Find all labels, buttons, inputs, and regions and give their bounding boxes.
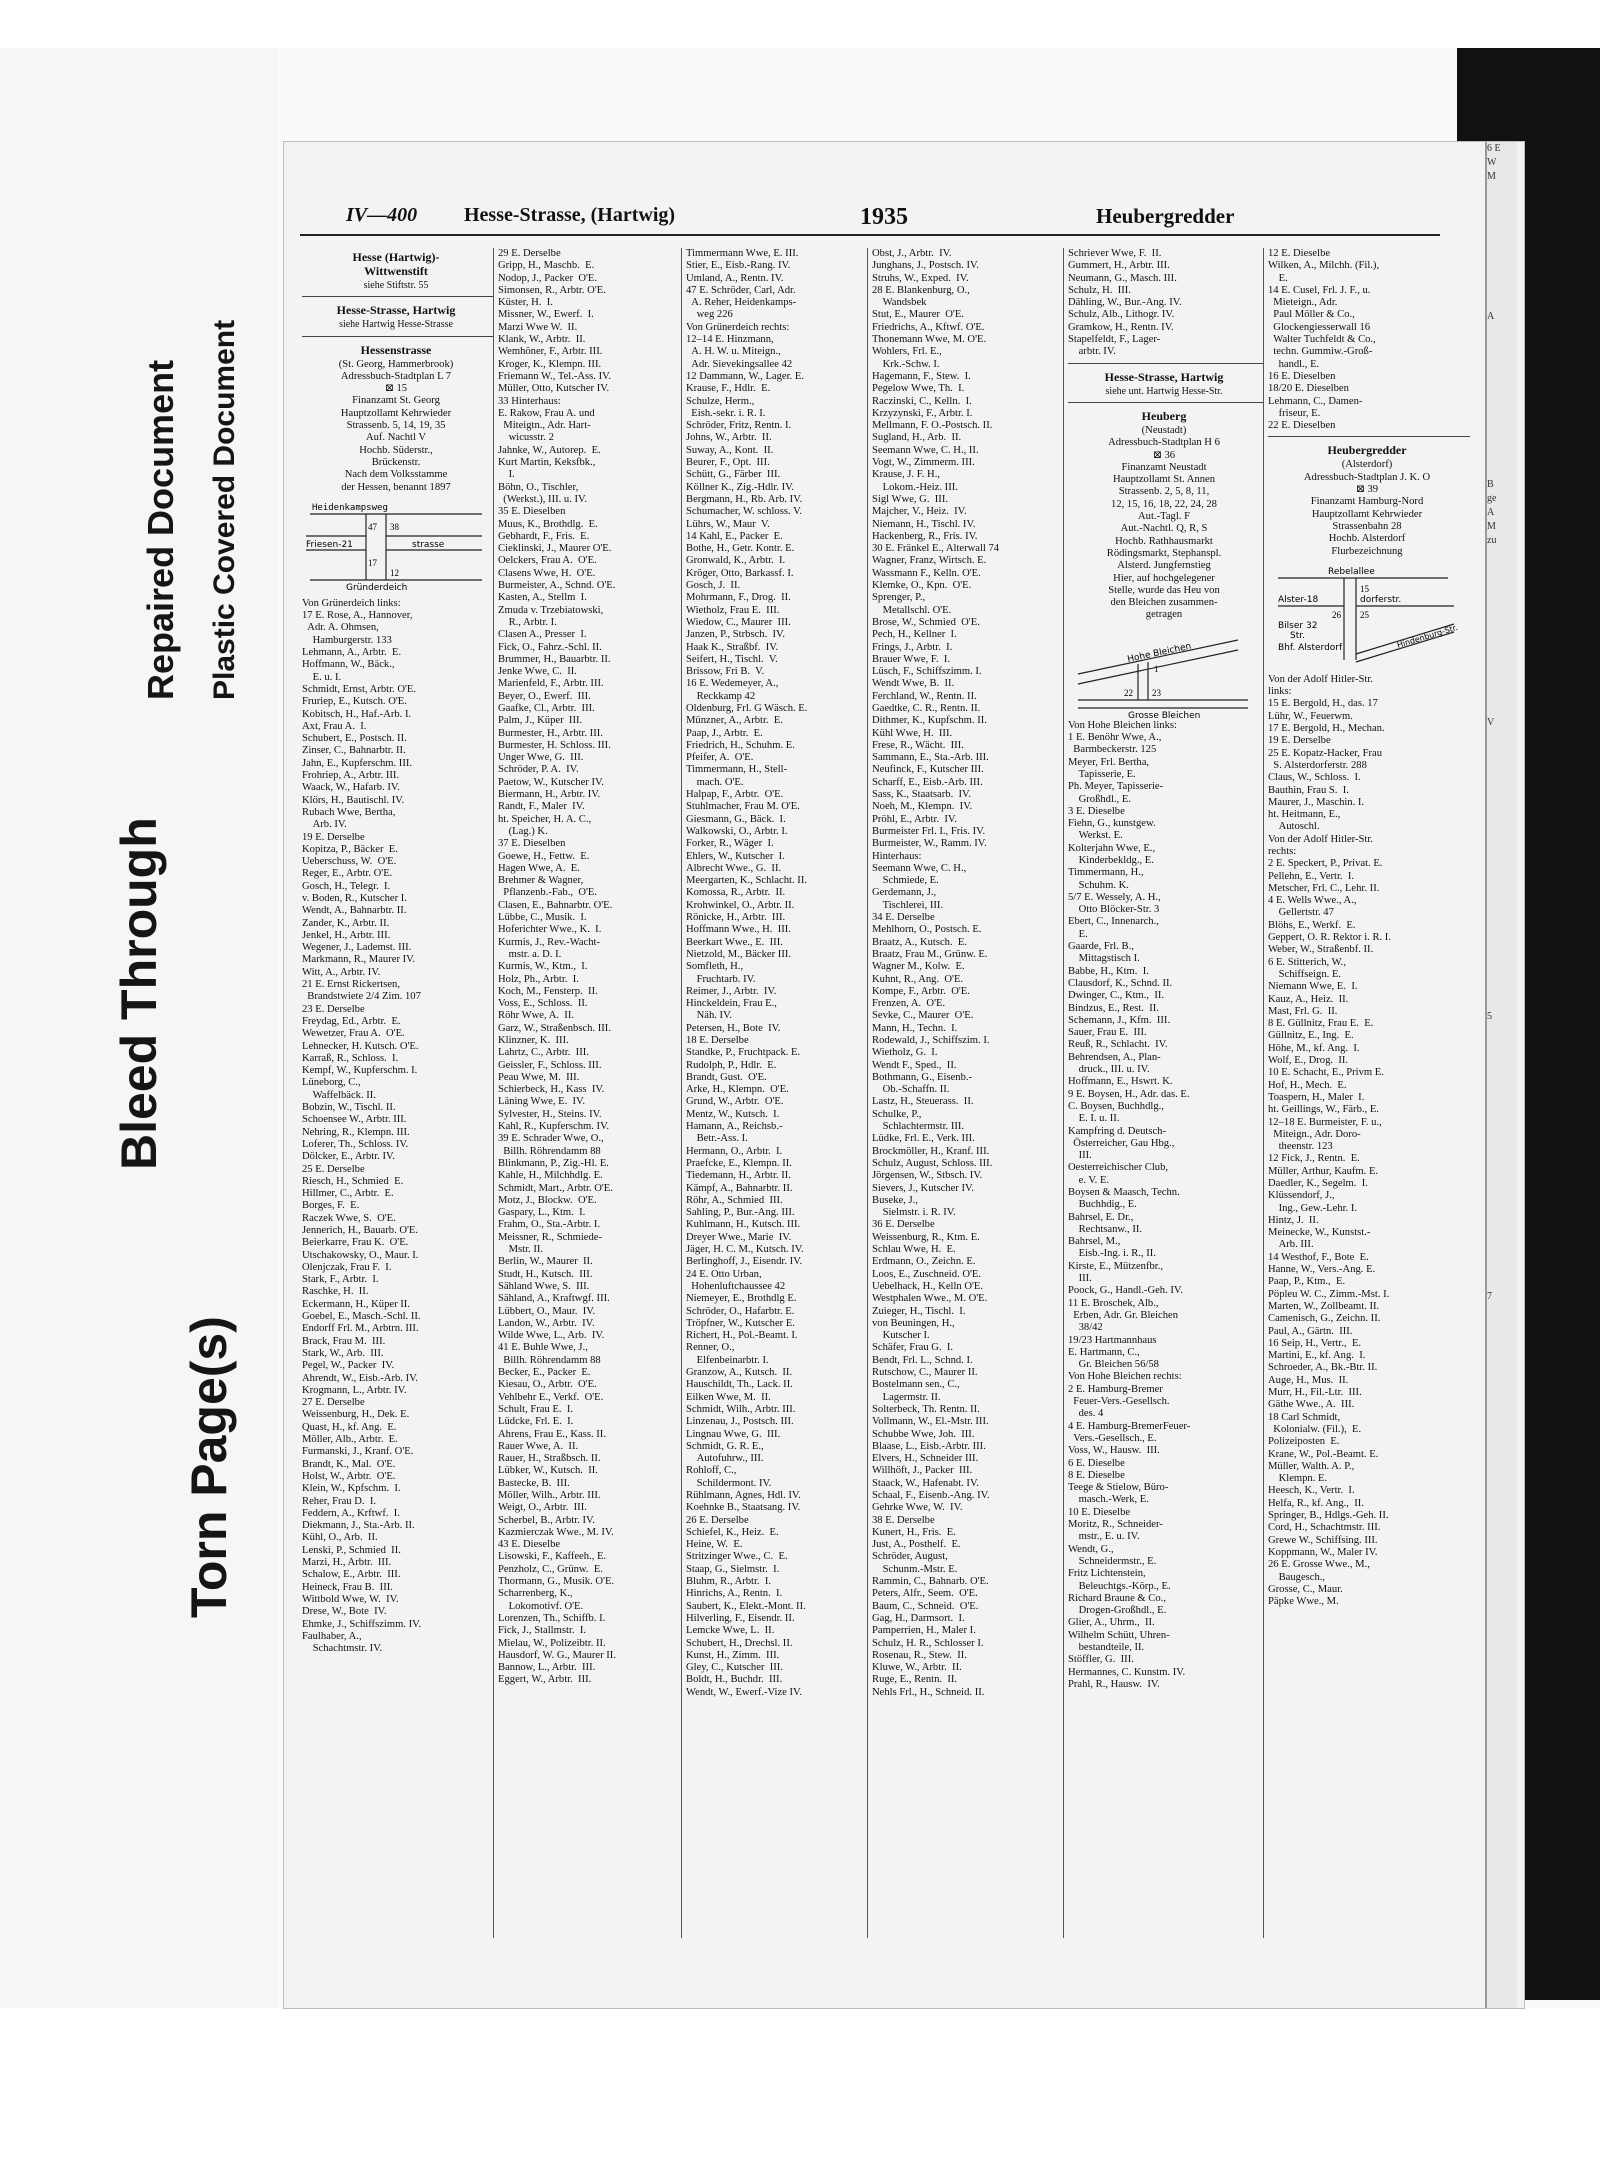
column-1 — [302, 248, 494, 1938]
edge-fragment — [1487, 604, 1517, 618]
map-number: 12 — [390, 567, 399, 578]
page-reference: IV—400 — [346, 204, 418, 226]
map-label: Hohe Bleichen — [1126, 641, 1193, 665]
edge-fragment: M — [1487, 171, 1496, 182]
edge-fragment — [1487, 1122, 1517, 1136]
map-number: 22 — [1124, 687, 1133, 698]
edge-fragment — [1487, 702, 1517, 716]
edge-fragment — [1487, 1178, 1517, 1192]
resident-list: Von Grünerdeich links: 17 E. Rose, A., Hannover, Adr. A. Ohmsen, Hamburgerstr. 133 Lehmann, A., Arbtr. E. Hoffmann, W., Bäck., E. u. I. Schmidt, Ernst, Arbtr. O'E. Fruriep, E., Kutsch. O'E. Kobitsch, H., Haf.-Arb. I. Axt, Frau A. I. Schubert, E., Postsch. II. Zinser, C., Bahnarbtr. II. Jahn, E., Kupferschm. III. Frohriep, A., Arbtr. III. Waack, W., Hafarb. IV. Klörs, H., Bautischl. IV. Rubach Wwe, Bertha, Arb. IV. 19 E. Derselbe Kopitza, P., Bäcker E. Ueberschuss, W. O'E. Reger, E., Arbtr. O'E. Gosch, H., Telegr. I. v. Boden, R., Kutscher I. Wendt, A., Bahnarbtr. II. Zander, K., Arbtr. II. Jenkel, H., Arbtr. III. Wegener, J., Lademst. III. Markmann, R., Maurer IV. Witt, A., Arbtr. IV. 21 E. Ernst Rickertsen, Brandstwiete 2/4 Zim. 107 23 E. Derselbe Freydag, Ed., Arbtr. E. Wewetzer, Frau A. O'E. Lehnecker, H. Kutsch. O'E. Karraß, R., Schloss. I. Kempf, W., Kupferschm. I. Lüneborg, C., Waffelbäck. II. Bobzin, W., Tischl. II. Schoensee W., Arbtr. III. Nehring, R., Klempn. III. Loferer, Th., Schloss. IV. Dölcker, E., Arbtr. IV. 25 E. Derselbe Riesch, H., Schmied E. Hillmer, C., Arbtr. E. Borges, F. E. Raczek Wwe, S. O'E. Jennerich, H., Bauarb. O'E. Beierkarre, Frau K. O'E. Utschakowsky, O., Maur. I. Olenjczak, Frau F. I. Stark, F., Arbtr. I. Raschke, H. II. Eckermann, H., Küper II. Goebel, E., Masch.-Schl. II. Endorff Frl. M., Arbtrn. III. Brack, Frau M. III. Stark, W., Arb. III. Pegel, W., Packer IV. Ahrendt, W., Eisb.-Arb. IV. Krogmann, L., Arbtr. IV. 27 E. Derselbe Weissenburg, H., Dek. E. Quast, H., kf. Ang. E. Möller, Alb., Arbtr. E. Furmanski, J., Kranf. O'E. Brandt, K., Mal. O'E. Holst, W., Arbtr. O'E. Klein, W., Kpfschm. I. Reher, Frau D. I. Feddern, A., Krftwf. I. Diekmann, J., Sta.-Arb. II. Kühl, O., Arb. II. Lenski, P., Schmied II. Marzi, H., Arbtr. III. Schalow, E., Arbtr. III. Heineck, Frau B. III. Wittbold Wwe, W. IV. Drese, W., Bote IV. Ehmke, J., Schiffszimm. IV. Faulhaber, A., Schachtmstr. IV. — [302, 597, 422, 1655]
edge-fragment — [1487, 800, 1517, 814]
next-page-edge — [1485, 142, 1517, 2008]
edge-fragment — [1487, 240, 1517, 254]
edge-fragment — [1487, 618, 1517, 632]
map-label: Bilser 32 — [1278, 620, 1318, 631]
edge-fragment — [1487, 730, 1517, 744]
edge-fragment — [1487, 1094, 1517, 1108]
edge-fragment — [1487, 212, 1517, 226]
edge-fragment: 7 — [1487, 1291, 1492, 1302]
map-number: 47 — [368, 521, 377, 532]
edge-fragment: 5 — [1487, 1011, 1492, 1022]
edge-fragment — [1487, 184, 1517, 198]
section-note: siehe Stiftstr. 55 — [363, 280, 429, 291]
street-range-right: Heubergredder — [1096, 204, 1235, 228]
edge-fragment — [1487, 296, 1517, 310]
edge-fragment: zu — [1487, 535, 1497, 546]
edge-fragment — [1487, 576, 1517, 590]
map-number: 25 — [1360, 609, 1369, 620]
edge-fragment — [1487, 674, 1517, 688]
edge-fragment — [1487, 1150, 1517, 1164]
resident-list: Von der Adolf Hitler-Str. links: 15 E. Bergold, H., das. 17 Lühr, W., Feuerwm. 17 E. Bergold, H., Mechan. 19 E. Derselbe 25 E. Kopatz-Hacker, Frau S. Alsterdorferstr. 288 Claus, W., Schloss. I. Bauthin, Frau S. I. Maurer, J., Maschin. I. ht. Heitmann, E., Autoschl. Von der Adolf Hitler-Str. rechts: 2 E. Speckert, P., Privat. E. Pellehn, E., Vertr. I. Metscher, Frl. C., Lehr. II. 4 E. Wells Wwe., A., Gellertstr. 47 Blöhs, E., Werkf. E. Geppert, O. R. Rektor i. R. I. Weber, W., Straßenbf. II. 6 E. Stitterich, W., Schiffseign. E. Niemann Wwe, E. I. Kauz, A., Heiz. II. Mast, Frl. G. II. 8 E. Güllnitz, Frau E. E. Güllnitz, E., Ing. E. Höhe, M., kf. Ang. I. Wolf, E., Drog. II. 10 E. Schacht, E., Privm E. Hof, H., Mech. E. Toaspern, H., Maler I. ht. Geillings, W., Färb., E. 12–18 E. Burmeister, F. u., Miteign., Adr. Doro- theenstr. 123 12 Fick, J., Rentn. E. Müller, Arthur, Kaufm. E. Daedler, K., Segelm. I. Klüssendorf, J., Ing., Gew.-Lehr. I. Hintz, J. II. Meinecke, W., Kunstst.- Arb. III. 14 Westhof, F., Bote E. Hanne, W., Vers.-Ang. E. Paap, P., Ktm., E. Pöpleu W. C., Zimm.-Mst. I. Marten, W., Zollbeamt. II. Camenisch, G., Zeichn. II. Paul, A., Gärtn. III. 16 Seip, H., Vertr., E. Martini, E., kf. Ang. I. Schroeder, A., Bk.-Btr. II. Auge, H., Mus. II. Murr, H., Fil.-Ltr. III. Gäthe Wwe., A. III. 18 Carl Schmidt, Kolonialw. (Fil.), E. Polizeiposten E. Krane, W., Pol.-Beamt. E. Müller, Walth. A. P., Klempn. E. Heesch, K., Vertr. I. Helfa, R., kf. Ang., II. Springer, B., Hdlgs.-Geh. II. Cord, H., Schachtmstr. III. Grewe W., Schiffsing. III. Koppmann, W., Maler IV. 26 E. Grosse Wwe., M., Baugesch., Grosse, C., Maur. Päpke Wwe., M. — [1268, 673, 1391, 1608]
resident-list: Schriever Wwe, F. II. Gummert, H., Arbtr. III. Neumann, G., Masch. III. Schulz, H. III. Dähling, W., Bur.-Ang. IV. Schulz, Alb., Lithogr. IV. Gramkow, H., Rentn. IV. Stapelfeldt, F., Lager- arbtr. IV. — [1068, 248, 1182, 358]
edge-fragment — [1487, 282, 1517, 296]
edge-fragment — [1487, 646, 1517, 660]
map-label: Rebelallee — [1328, 566, 1375, 577]
edge-fragment — [1487, 786, 1517, 800]
edge-fragment — [1487, 926, 1517, 940]
resident-list: Timmermann Wwe, E. III. Stier, E., Eisb.-Rang. IV. Umland, A., Rentn. IV. 47 E. Schröder, Carl, Adr. A. Reher, Heidenkamps- weg 226 Von Grünerdeich rechts: 12–14 E. Hinzmann, A. H. W. u. Miteign., Adr. Sievekingsallee 42 12 Dammann, W., Lager. E. Krause, F., Hdlr. E. Schulze, Herm., Eish.-sekr. i. R. I. Schröder, Fritz, Rentn. I. Johns, W., Arbtr. II. Suway, A., Kont. II. Beurer, F., Opt. III. Schütt, G., Färber III. Köllner K., Zig.-Hdlr. IV. Bergmann, H., Rb. Arb. IV. Schumacher, W. schloss. V. Lührs, W., Maur V. 14 Kahl, E., Packer E. Bothe, H., Getr. Kontr. E. Gronwald, K., Arbtr. I. Kröger, Otto, Barkassf. I. Gosch, J. II. Mohrmann, F., Drog. II. Wietholz, Frau E. III. Wiedow, C., Maurer III. Janzen, P., Strbsch. IV. Haak K., Straßbf. IV. Seifert, H., Tischl. V. Brissow, Fri B. V. 16 E. Wedemeyer, A., Reckkamp 42 Oldenburg, Frl. G Wäsch. E. Münzner, A., Arbtr. E. Paap, J., Arbtr. E. Friedrich, H., Schuhm. E. Pfeifer, A. O'E. Timmermann, H., Stell- mach. O'E. Halpap, F., Arbtr. O'E. Stuhlmacher, Frau M. O'E. Giesmann, G., Bäck. I. Walkowski, O., Arbtr. I. Forker, R., Wäger I. Ehlers, W., Kutscher I. Albrecht Wwe., G. II. Meergarten, K., Schlacht. II. Komossa, R., Arbtr. II. Krohwinkel, O., Arbtr. II. Rönicke, H., Arbtr. III. Hoffmann Wwe., H. III. Beerkart Wwe., E. III. Nietzold, M., Bäcker III. Somfleth, H., Fruchtarb. IV. Reimer, J., Arbtr. IV. Hinckeldein, Frau E., Näh. IV. Petersen, H., Bote IV. 18 E. Derselbe Standke, P., Fruchtpack. E. Rudolph, P., Hdlr. E. Brandt, Gust. O'E. Arke, H., Klempn. O'E. Grund, W., Arbtr. O'E. Mentz, W., Kutsch. I. Hamann, A., Reichsb.- Betr.-Ass. I. Hermann, O., Arbtr. I. Praefcke, E., Klempn. II. Tiedemann, H., Arbtr. II. Kämpf, A., Bahnarbtr. II. Röhr, A., Schmied III. Sahling, P., Bur.-Ang. III. Kuhlmann, H., Kutsch. III. Dreyer Wwe., Marie IV. Jäger, H. C. M., Kutsch. IV. Berlinghoff, J., Eisendr. IV. 24 E. Otto Urban, Hohenluftchaussee 42 Niemeyer, E., Brothdlg E. Schröder, O., Hafarbtr. E. Tröpfner, W., Kutscher E. Richert, H., Pol.-Beamt. I. Renner, O., Elfenbeinarbtr. I. Granzow, A., Kutsch. II. Hauschildt, Th., Lack. II. Eilken Wwe, M. II. Schmidt, Wilh., Arbtr. III. Linzenau, J., Postsch. III. Lingnau Wwe, G. III. Schmidt, G. R. E., Autofuhrw., III. Rohloff, C., Schildermont. IV. Rühlmann, Agnes, Hdl. IV. Koehnke B., Staatsang. IV. 26 E. Derselbe Schiefel, K., Heiz. E. Heine, W. E. Stritzinger Wwe., C. E. Staap, G., Sielmstr. I. Bluhm, R., Arbtr. I. Hinrichs, A., Rentn. I. Saubert, K., Elekt.-Mont. II. Hilverling, F., Eisendr. II. Lemcke Wwe, L. II. Schubert, H., Drechsl. II. Kunst, H., Zimm. III. Gley, C., Kutscher III. Boldt, H., Buchdr. III. Wendt, W., Ewerf.-Vize IV. — [686, 248, 808, 1698]
edge-fragment — [1487, 422, 1517, 436]
edge-fragment — [1487, 352, 1517, 366]
edge-fragment: V — [1487, 717, 1495, 728]
resident-list: Von Hohe Bleichen links: 1 E. Benöhr Wwe, A., Barmbeckerstr. 125 Meyer, Frl. Bertha, Tapisserie, E. Ph. Meyer, Tapisserie- Großhdl., E. 3 E. Dieselbe Fiehn, G., kunstgew. Werkst. E. Kolterjahn Wwe, E., Kinderbekldg., E. Timmermann, H., Schuhm. K. 5/7 E. Wessely, A. H., Otto Blöcker-Str. 3 Ebert, C., Innenarch., E. Gaarde, Frl. B., Mittagstisch I. Babbe, H., Ktm. I. Clausdorf, K., Schnd. II. Dwinger, C., Ktm., II. Bindzus, E., Rest. II. Schemann, J., Kfm. III. Sauer, Frau E. III. Reuß, R., Schlacht. IV. Behrendsen, A., Plan- druck., III. u. IV. Hoffmann, E., Hswrt. K. 9 E. Boysen, H., Adr. das. E. C. Boysen, Buchhdlg., E. I. u. II. Kampfring d. Deutsch- Österreicher, Gau Hbg., III. Oesterreichischer Club, e. V. E. Boysen & Maasch, Techn. Buchhdig., E. Bahrsel, E. Dr., Rechtsanw., II. Bahrsel, M., Eisb.-Ing. i. R., II. Kirste, E., Mützenfbr., III. Poock, G., Handl.-Geh. IV. 11 E. Broschek, Alb., Erben, Adr. Gr. Bleichen 38/42 19/23 Hartmannhaus E. Hartmann, C., Gr. Bleichen 56/58 Von Hohe Bleichen rechts: 2 E. Hamburg-Bremer Feuer-Vers.-Gesellsch. des. 4 4 E. Hamburg-BremerFeuer- Vers.-Gesellsch., E. Voss, W., Hausw. III. 6 E. Dieselbe 8 E. Dieselbe Teege & Stielow, Büro- masch.-Werk, E. 10 E. Dieselbe Moritz, R., Schneider- mstr., E. u. IV. Wendt, G., Schneidermstr., E. Fritz Lichtenstein, Beleuchtgs.-Körp., E. Richard Braune & Co., Drogen-Großhdl., E. Glier, A., Uhrm., II. Wilhelm Schütt, Uhren- bestandteile, II. Stöffler, G. III. Hermannes, C. Kunstm. IV. Prahl, R., Hausw. IV. — [1068, 719, 1191, 1690]
edge-fragment — [1487, 1248, 1517, 1262]
section-title: Heubergredder — [1327, 443, 1407, 458]
edge-fragment — [1487, 548, 1517, 562]
edge-fragment — [1487, 268, 1517, 282]
top-margin — [0, 0, 1600, 48]
section-title: Hesse-Strasse, Hartwig — [1104, 369, 1224, 384]
edge-fragment — [1487, 940, 1517, 954]
edge-fragment — [1487, 1164, 1517, 1178]
map-label: Str. — [1290, 630, 1305, 641]
stamp-bleed-through: Bleed Through — [111, 817, 167, 1170]
map-label: Bhf. Alsterdorf — [1278, 642, 1343, 653]
edge-fragment — [1487, 562, 1517, 576]
edge-fragment: W — [1487, 157, 1497, 168]
edge-fragment — [1487, 380, 1517, 394]
map-label: Grosse Bleichen — [1128, 710, 1201, 721]
map-label: strasse — [412, 539, 445, 550]
edge-fragment — [1487, 1192, 1517, 1206]
street-info: (St. Georg, Hammerbrook) Adressbuch-Stadtplan L 7 ⊠ 15 Finanzamt St. Georg Hauptzollamt Kehrwieder Strassenb. 5, 14, 19, 35 Auf. Nachtl V Hochb. Süderstr., Brückenstr. Nach dem Volksstamme der Hessen, benannt 1897 — [338, 358, 454, 493]
section-note: siehe unt. Hartwig Hesse-Str. — [1105, 385, 1223, 397]
page-header — [300, 204, 1440, 236]
edge-fragment — [1487, 324, 1517, 338]
map-number: 15 — [1360, 583, 1369, 594]
column-6 — [1268, 248, 1470, 1938]
edge-fragment — [1487, 1080, 1517, 1094]
edge-fragment — [1487, 464, 1517, 478]
edge-fragment — [1487, 254, 1517, 268]
edge-fragment — [1487, 1052, 1517, 1066]
edge-fragment — [1487, 954, 1517, 968]
map-label: Alster-18 — [1278, 594, 1319, 605]
edge-fragment — [1487, 870, 1517, 884]
map-number: 26 — [1332, 609, 1341, 620]
resident-list: 12 E. Dieselbe Wilken, A., Milchh. (Fil.), E. 14 E. Cusel, Frl. J. F., u. Mieteign., Adr. Paul Möller & Co., Glockengiesserwall 16 Walter Tuchfeldt & Co., techn. Gummiw.-Groß- handl., E. 16 E. Dieselben 18/20 E. Dieselben Lehmann, C., Damen- friseur, E. 22 E. Dieselben — [1268, 248, 1380, 432]
edge-fragment — [1487, 1206, 1517, 1220]
edge-fragment — [1487, 744, 1517, 758]
edge-fragment: B — [1487, 479, 1494, 490]
edge-fragment: 6 E — [1487, 143, 1501, 154]
edge-fragment — [1487, 842, 1517, 856]
edge-fragment — [1487, 198, 1517, 212]
street-map — [1068, 628, 1264, 721]
street-range-left: Hesse-Strasse, (Hartwig) — [464, 204, 676, 226]
stamp-torn-pages: Torn Page(s) — [181, 1316, 237, 1618]
edge-fragment: A — [1487, 507, 1495, 518]
edge-fragment — [1487, 1262, 1517, 1276]
edge-fragment: ge — [1487, 493, 1497, 504]
resident-list: Obst, J., Arbtr. IV. Junghans, J., Postsch. IV. Struhs, W., Exped. IV. 28 E. Blankenburg, O., Wandsbek Stut, E., Maurer O'E. Friedrichs, A., Kftwf. O'E. Thonemann Wwe, M. O'E. Wohlers, Frl. E., Krk.-Schw. I. Hagemann, F., Stew. I. Pegelow Wwe, Th. I. Raczinski, C., Kelln. I. Krzyzynski, F., Arbtr. I. Mellmann, F. O.-Postsch. II. Sugland, H., Arb. II. Seemann Wwe, C. H., II. Vogt, W., Zimmerm. III. Krause, J. F. H., Lokom.-Heiz. III. Sigl Wwe, G. III. Majcher, V., Heiz. IV. Niemann, H., Tischl. IV. Hackenberg, R., Fris. IV. 30 E. Fränkel E., Alterwall 74 Wagner, Franz, Wirtsch. E. Wassmann F., Kelln. O'E. Klemke, O., Kpn. O'E. Sprenger, P., Metallschl. O'E. Brose, W., Schmied O'E. Pech, H., Kellner I. Frings, J., Arbtr. I. Brauer Wwe, F. I. Lüsch, F., Schiffszimm. I. Wendt Wwe, B. II. Ferchland, W., Rentn. II. Gaedtke, C. R., Rentn. II. Dithmer, K., Kupfschm. II. Kühl Wwe, H. III. Frese, R., Wächt. III. Sammann, E., Sta.-Arb. III. Neufinck, F., Kutscher III. Scharff, E., Eisb.-Arb. III. Sass, K., Staatsarb. IV. Noeh, M., Klempn. IV. Pröhl, E., Arbtr. IV. Burmeister Frl. I., Fris. IV. Burmeister, W., Ramm. IV. Hinterhaus: Seemann Wwe, C. H., Schmiede, E. Gerdemann, J., Tischlerei, III. 34 E. Derselbe Mehlhorn, O., Postsch. E. Braatz, A., Kutsch. E. Braatz, Frau M., Grünw. E. Wagner M., Kolw. E. Kuhnt, R., Ang. O'E. Kompe, F., Arbtr. O'E. Frenzen, A. O'E. Sevke, C., Maurer O'E. Mann, H., Techn. I. Rodewald, J., Schiffszim. I. Wietholz, G. I. Wendt F., Sped., II. Bothmann, G., Eisenb.- Ob.-Schaffn. II. Lastz, H., Steuerass. II. Schulke, P., Schlachtermstr. III. Lüdke, Frl. E., Verk. III. Brockmöller, H., Kranf. III. Schulz, August, Schloss. III. Jörgensen, W., Stbsch. IV. Sievers, J., Kutscher IV. Buseke, J., Sielmstr. i. R. IV. 36 E. Derselbe Weissenburg, R., Ktm. E. Schlau Wwe, H. E. Erdmann, O., Zeichn. E. Loos, E., Zuschneid. O'E. Uebelhack, H., Kelln O'E. Westphalen Wwe., M. O'E. Zuieger, H., Tischl. I. von Beuningen, H., Kutscher I. Schäfer, Frau G. I. Bendt, Frl. L., Schnd. I. Rutschow, C., Maurer II. Bostelmann sen., C., Lagermstr. II. Solterbeck, Th. Rentn. II. Vollmann, W., El.-Mstr. III. Schubbe Wwe, Joh. III. Blaase, L., Eisb.-Arbtr. III. Elvers, H., Schneider III. Willhöft, J., Packer III. Staack, W., Hafenabt. IV. Schaal, F., Eisenb.-Ang. IV. Gehrke Wwe, W. IV. 38 E. Derselbe Kunert, H., Fris. E. Just, A., Posthelf. E. Schröder, August, Schunm.-Mstr. E. Rammin, C., Bahnarb. O'E. Peters, Alfr., Seem. O'E. Baum, C., Schneid. O'E. Gag, H., Darmsort. I. Pamperrien, H., Maler I. Schulz, H. R., Schlosser I. Rosenau, R., Stew. II. Kluwe, W., Arbtr. II. Ruge, E., Rentn. II. Nehls Frl., H., Schneid. II. — [872, 248, 1000, 1698]
stamp-repaired-document: Repaired Document — [140, 359, 181, 700]
edge-fragment — [1487, 912, 1517, 926]
edge-fragment — [1487, 408, 1517, 422]
edge-fragment: M — [1487, 521, 1496, 532]
edge-fragment — [1487, 772, 1517, 786]
edge-fragment — [1487, 758, 1517, 772]
map-number: 17 — [368, 557, 377, 568]
section-title: Hesse (Hartwig)- Wittwenstift — [352, 250, 440, 278]
edge-fragment — [1487, 394, 1517, 408]
column-2 — [498, 248, 682, 1938]
section-title: Hessenstrasse — [360, 342, 432, 357]
edge-fragment — [1487, 688, 1517, 702]
edge-fragment — [1487, 884, 1517, 898]
edge-fragment — [1487, 1108, 1517, 1122]
edge-fragment — [1487, 590, 1517, 604]
map-label: Hindenburg-Str. — [1395, 622, 1459, 650]
stamp-plastic-covered: Plastic Covered Document — [208, 319, 241, 700]
map-label: Gründerdeich — [346, 582, 408, 593]
edge-fragment — [1487, 968, 1517, 982]
edge-fragment — [1487, 338, 1517, 352]
edge-fragment — [1487, 898, 1517, 912]
map-label: Friesen-21 — [306, 539, 353, 550]
edge-fragment — [1487, 996, 1517, 1010]
edge-fragment — [1487, 632, 1517, 646]
edge-fragment — [1487, 814, 1517, 828]
map-label: Heidenkampsweg — [312, 502, 388, 513]
edge-fragment — [1487, 982, 1517, 996]
year: 1935 — [860, 204, 908, 230]
street-info: (Alsterdorf) Adressbuch-Stadtplan J. K. O ⊠ 39 Finanzamt Hamburg-Nord Hauptzollamt Kehrwieder Strassenbahn 28 Hochb. Alsterdorf Flurbezeichnung — [1303, 459, 1431, 557]
columns — [302, 248, 1474, 1938]
map-number: 23 — [1152, 687, 1161, 698]
edge-fragment: A — [1487, 311, 1495, 322]
edge-fragment — [1487, 660, 1517, 674]
section-title: Hesse-Strasse, Hartwig — [336, 303, 456, 318]
edge-fragment — [1487, 1038, 1517, 1052]
column-5 — [1068, 248, 1264, 1938]
map-number: 38 — [390, 521, 399, 532]
edge-fragment — [1487, 366, 1517, 380]
edge-fragment — [1487, 1220, 1517, 1234]
edge-fragment — [1487, 1024, 1517, 1038]
edge-fragment — [1487, 828, 1517, 842]
edge-fragment — [1487, 1066, 1517, 1080]
edge-fragment — [1487, 1276, 1517, 1290]
column-4 — [872, 248, 1064, 1938]
edge-fragment — [1487, 1234, 1517, 1248]
street-map — [1268, 564, 1470, 668]
bottom-margin — [0, 2008, 1600, 2177]
edge-fragment — [1487, 1136, 1517, 1150]
edge-fragment — [1487, 436, 1517, 450]
map-label: dorferstr. — [1360, 594, 1402, 605]
street-info: (Neustadt) Adressbuch-Stadtplan H 6 ⊠ 36 Finanzamt Neustadt Hauptzollamt St. Annen Strassenb. 2, 5, 8, 11, 12, 15, 16, 18, 22, 24, 28 Aut.-Tagl. F Aut.-Nachtl. Q, R, S Hochb. Rathhausmarkt Rödingsmarkt, Stephanspl. Alsterd. Jungfernstieg Hier, auf hochgelegener Stelle, wurde das Heu von den Bleichen zusammen- getragen — [1106, 424, 1222, 621]
street-map — [302, 500, 494, 592]
resident-list: 29 E. Derselbe Gripp, H., Maschb. E. Nodop, J., Packer O'E. Simonsen, R., Arbtr. O'E. Küster, H. I. Missner, W., Ewerf. I. Marzi Wwe W. II. Klank, W., Arbtr. II. Wemhöner, F., Arbtr. III. Kroger, K., Klempn. III. Friemann W., Tel.-Ass. IV. Müller, Otto, Kutscher IV. 33 Hinterhaus: E. Rakow, Frau A. und Miteigtn., Adr. Hart- wicusstr. 2 Jahnke, W., Autorep. E. Kurt Martin, Keksfbk., I. Böhn, O., Tischler, (Werkst.), III. u. IV. 35 E. Dieselben Muus, K., Brothdlg. E. Gebhardt, F., Fris. E. Cieklinski, J., Maurer O'E. Oelckers, Frau A. O'E. Clasens Wwe, H. O'E. Burmeister, A., Schnd. O'E. Kasten, A., Stellm I. Zmuda v. Trzebiatowski, R., Arbtr. I. Clasen A., Presser I. Fick, O., Fahrz.-Schl. II. Brummer, H., Bauarbtr. II. Jenke Wwe, C. II. Marienfeld, F., Arbtr. III. Beyer, O., Ewerf. III. Gaafke, Cl., Arbtr. III. Palm, J., Küper III. Burmester, H., Arbtr. III. Burmester, H. Schloss. III. Unger Wwe, G. III. Schröder, P. A. IV. Paetow, W., Kutscher IV. Biermann, H., Arbtr. IV. Randt, F., Maler IV. ht. Speicher, H. A. C., (Lag.) K. 37 E. Dieselben Goewe, H., Fettw. E. Hagen Wwe, A. E. Brehmer & Wagner, Pflanzenb.-Fab., O'E. Clasen, E., Bahnarbtr. O'E. Lübbe, C., Musik. I. Hoferichter Wwe., K. I. Kurmis, J., Rev.-Wacht- mstr. a. D. I. Kurmis, W., Ktm., I. Holz, Ph., Arbtr. I. Koch, M., Fensterp. II. Voss, E., Schloss. II. Röhr Wwe, A. II. Garz, W., Straßenbsch. III. Klinzner, K. III. Lahrtz, C., Arbtr. III. Geissler, F., Schloss. III. Peau Wwe, M. III. Schierbeck, H., Kass IV. Läning Wwe, E. IV. Sylvester, H., Steins. IV. Kahl, R., Kupferschm. IV. 39 E. Schrader Wwe, O., Billh. Röhrendamm 88 Blinkmann, P., Zig.-Hl. E. Kahle, H., Milchhdlg. E. Schmidt, Mart., Arbtr. O'E. Motz, J., Blockw. O'E. Gaspary, L., Ktm. I. Frahm, O., Sta.-Arbtr. I. Meissner, R., Schmiede- Mstr. II. Berlin, W., Maurer II. Studt, H., Kutsch. III. Sähland Wwe, S. III. Sähland, A., Kraftwgf. III. Lübbert, O., Maur. IV. Landon, W., Arbtr. IV. Wilde Wwe, L., Arb. IV. 41 E. Buhle Wwe, J., Billh. Röhrendamm 88 Becker, E., Packer E. Kiesau, O., Arbtr. O'E. Vehlbehr E., Verkf. O'E. Schult, Frau E. I. Lüdcke, Frl. E. I. Ahrens, Frau E., Kass. II. Rauer Wwe, A. II. Rauer, H., Straßbsch. II. Lübker, W., Kutsch. II. Bastecke, B. III. Möller, Wilh., Arbtr. III. Weigt, O., Arbtr. III. Scherbel, B., Arbtr. IV. Kazmierczak Wwe., M. IV. 43 E. Dieselbe Lisowski, F., Kaffeeh., E. Penzholz, C., Grünw. E. Thormann, G., Musik. O'E. Scharrenberg, K., Lokomotivf. O'E. Lorenzen, Th., Schiffb. I. Fick, J., Stallmstr. I. Mielau, W., Polizeibtr. II. Hausdorf, W. G., Maurer II. Bannow, L., Arbtr. III. Eggert, W., Arbtr. III. — [498, 248, 616, 1686]
column-3 — [686, 248, 868, 1938]
edge-fragment — [1487, 856, 1517, 870]
map-number: 1 — [1154, 663, 1159, 674]
section-title: Heuberg — [1141, 408, 1187, 423]
edge-fragment — [1487, 450, 1517, 464]
section-note: siehe Hartwig Hesse-Strasse — [339, 319, 453, 331]
edge-fragment — [1487, 226, 1517, 240]
